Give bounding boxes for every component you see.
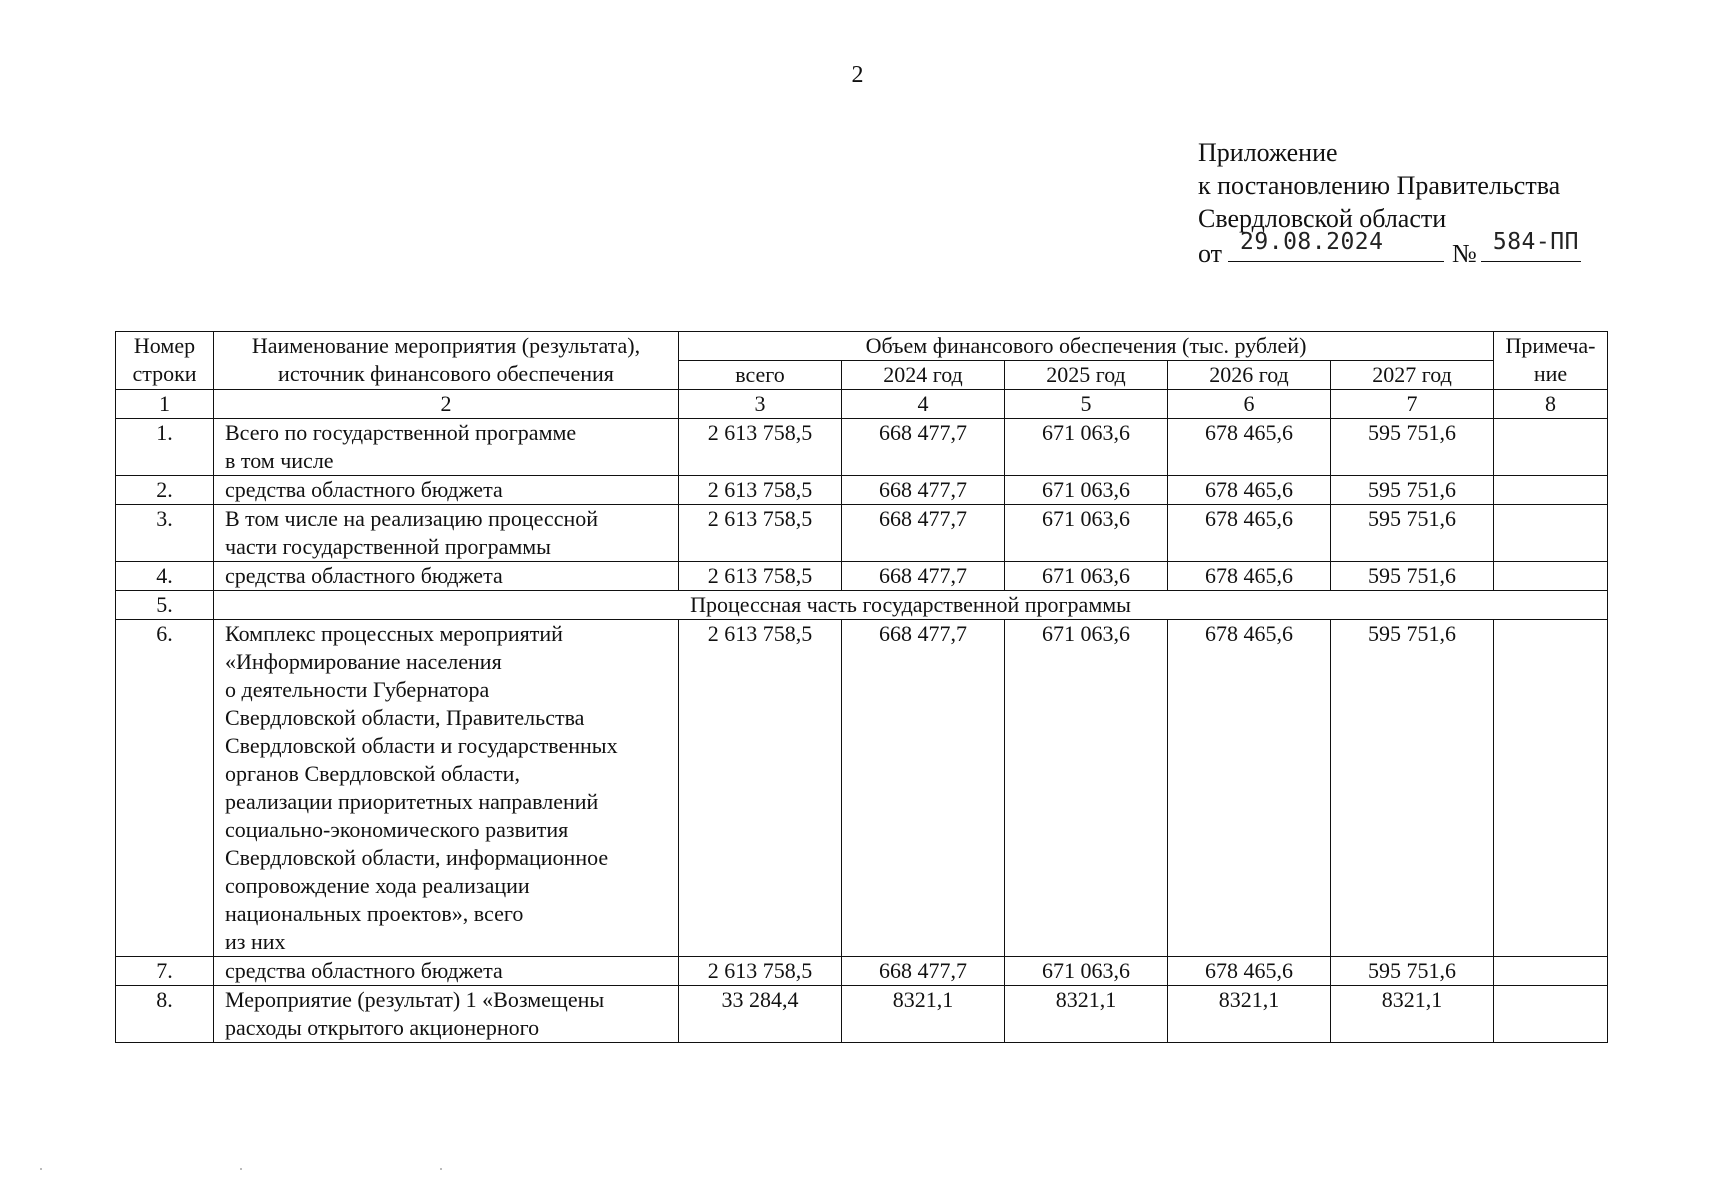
- table-row: [116, 562, 1608, 591]
- year-2025-cell: 8321,1: [1005, 986, 1168, 1043]
- appendix-block: [1198, 136, 1581, 270]
- number-sign: №: [1452, 239, 1477, 268]
- note-cell: [1494, 562, 1608, 591]
- note-cell: [1494, 986, 1608, 1043]
- year-2026-cell: 678 465,6: [1168, 957, 1331, 986]
- table-row: [116, 419, 1608, 476]
- year-2026-cell: 678 465,6: [1168, 476, 1331, 505]
- year-2025-cell: 671 063,6: [1005, 957, 1168, 986]
- date-prefix: от: [1198, 239, 1223, 268]
- year-2027-cell: 595 751,6: [1331, 620, 1494, 957]
- financing-table: [115, 331, 1608, 1043]
- row-number-cell: 5.: [116, 591, 214, 620]
- year-2025-cell: 671 063,6: [1005, 419, 1168, 476]
- number-value: 584-ПП: [1492, 229, 1579, 255]
- note-cell: [1494, 419, 1608, 476]
- total-cell: 2 613 758,5: [679, 562, 842, 591]
- total-cell: 2 613 758,5: [679, 620, 842, 957]
- table-row: [116, 505, 1608, 562]
- year-2025-cell: 671 063,6: [1005, 562, 1168, 591]
- column-number-row: [116, 390, 1608, 419]
- year-2024-cell: 8321,1: [842, 986, 1005, 1043]
- row-number-cell: 2.: [116, 476, 214, 505]
- section-row: [116, 591, 1608, 620]
- number-field: [1481, 229, 1581, 262]
- header-total: всего: [679, 361, 842, 390]
- table-row: [116, 986, 1608, 1043]
- column-number: 3: [679, 390, 842, 419]
- year-2024-cell: 668 477,7: [842, 562, 1005, 591]
- column-number: 4: [842, 390, 1005, 419]
- year-2025-cell: 671 063,6: [1005, 476, 1168, 505]
- note-cell: [1494, 505, 1608, 562]
- column-number: 5: [1005, 390, 1168, 419]
- date-value: 29.08.2024: [1240, 229, 1384, 255]
- year-2025-cell: 671 063,6: [1005, 620, 1168, 957]
- year-2026-cell: 678 465,6: [1168, 562, 1331, 591]
- table-row: [116, 957, 1608, 986]
- year-2024-cell: 668 477,7: [842, 476, 1005, 505]
- row-number-cell: 7.: [116, 957, 214, 986]
- column-number: 2: [214, 390, 679, 419]
- appendix-date-number-row: [1198, 229, 1581, 270]
- year-2027-cell: 595 751,6: [1331, 957, 1494, 986]
- header-note: Примеча-ние: [1494, 332, 1608, 390]
- year-2026-cell: 8321,1: [1168, 986, 1331, 1043]
- header-2025: 2025 год: [1005, 361, 1168, 390]
- note-cell: [1494, 957, 1608, 986]
- year-2024-cell: 668 477,7: [842, 505, 1005, 562]
- year-2027-cell: 595 751,6: [1331, 562, 1494, 591]
- year-2027-cell: 595 751,6: [1331, 476, 1494, 505]
- column-number: 8: [1494, 390, 1608, 419]
- appendix-title: Приложение: [1198, 138, 1338, 167]
- year-2026-cell: 678 465,6: [1168, 505, 1331, 562]
- column-number: 1: [116, 390, 214, 419]
- event-name-cell: Всего по государственной программе в том числе: [214, 419, 679, 476]
- year-2024-cell: 668 477,7: [842, 620, 1005, 957]
- event-name-cell: Мероприятие (результат) 1 «Возмещены расходы открытого акционерного: [214, 986, 679, 1043]
- year-2026-cell: 678 465,6: [1168, 620, 1331, 957]
- header-2026: 2026 год: [1168, 361, 1331, 390]
- year-2027-cell: 8321,1: [1331, 986, 1494, 1043]
- event-name-cell: средства областного бюджета: [214, 562, 679, 591]
- row-number-cell: 3.: [116, 505, 214, 562]
- header-name: Наименование мероприятия (результата), источник финансового обеспечения: [214, 332, 679, 390]
- year-2024-cell: 668 477,7: [842, 957, 1005, 986]
- table-row: [116, 620, 1608, 957]
- total-cell: 2 613 758,5: [679, 419, 842, 476]
- row-number-cell: 8.: [116, 986, 214, 1043]
- appendix-region-line: Свердловской области: [1198, 204, 1447, 233]
- total-cell: 2 613 758,5: [679, 476, 842, 505]
- header-row-number: Номер строки: [116, 332, 214, 390]
- event-name-cell: средства областного бюджета: [214, 476, 679, 505]
- event-name-cell: Комплекс процессных мероприятий «Информирование населения о деятельности Губернатора Свердловской области, Правительства Свердловской области и государственных органов Свердловской области, реализации приоритетных направлений социально-экономического развития Свердловской области, информационное сопровождение хода реализации национальных проектов», всего из них: [214, 620, 679, 957]
- column-number: 6: [1168, 390, 1331, 419]
- year-2025-cell: 671 063,6: [1005, 505, 1168, 562]
- header-2027: 2027 год: [1331, 361, 1494, 390]
- event-name-cell: В том числе на реализацию процессной части государственной программы: [214, 505, 679, 562]
- note-cell: [1494, 620, 1608, 957]
- year-2027-cell: 595 751,6: [1331, 419, 1494, 476]
- table-body: [116, 332, 1608, 1043]
- row-number-cell: 1.: [116, 419, 214, 476]
- year-2024-cell: 668 477,7: [842, 419, 1005, 476]
- section-title-cell: Процессная часть государственной программы: [214, 591, 1608, 620]
- header-row-1: [116, 332, 1608, 361]
- total-cell: 2 613 758,5: [679, 957, 842, 986]
- scan-specks: [40, 1168, 480, 1170]
- total-cell: 33 284,4: [679, 986, 842, 1043]
- total-cell: 2 613 758,5: [679, 505, 842, 562]
- table-row: [116, 476, 1608, 505]
- header-volume: Объем финансового обеспечения (тыс. рублей): [679, 332, 1494, 361]
- event-name-cell: средства областного бюджета: [214, 957, 679, 986]
- page-number: 2: [851, 62, 864, 88]
- date-field: [1228, 229, 1444, 262]
- appendix-resolution-line: к постановлению Правительства: [1198, 171, 1561, 200]
- header-2024: 2024 год: [842, 361, 1005, 390]
- row-number-cell: 4.: [116, 562, 214, 591]
- year-2026-cell: 678 465,6: [1168, 419, 1331, 476]
- note-cell: [1494, 476, 1608, 505]
- column-number: 7: [1331, 390, 1494, 419]
- row-number-cell: 6.: [116, 620, 214, 957]
- year-2027-cell: 595 751,6: [1331, 505, 1494, 562]
